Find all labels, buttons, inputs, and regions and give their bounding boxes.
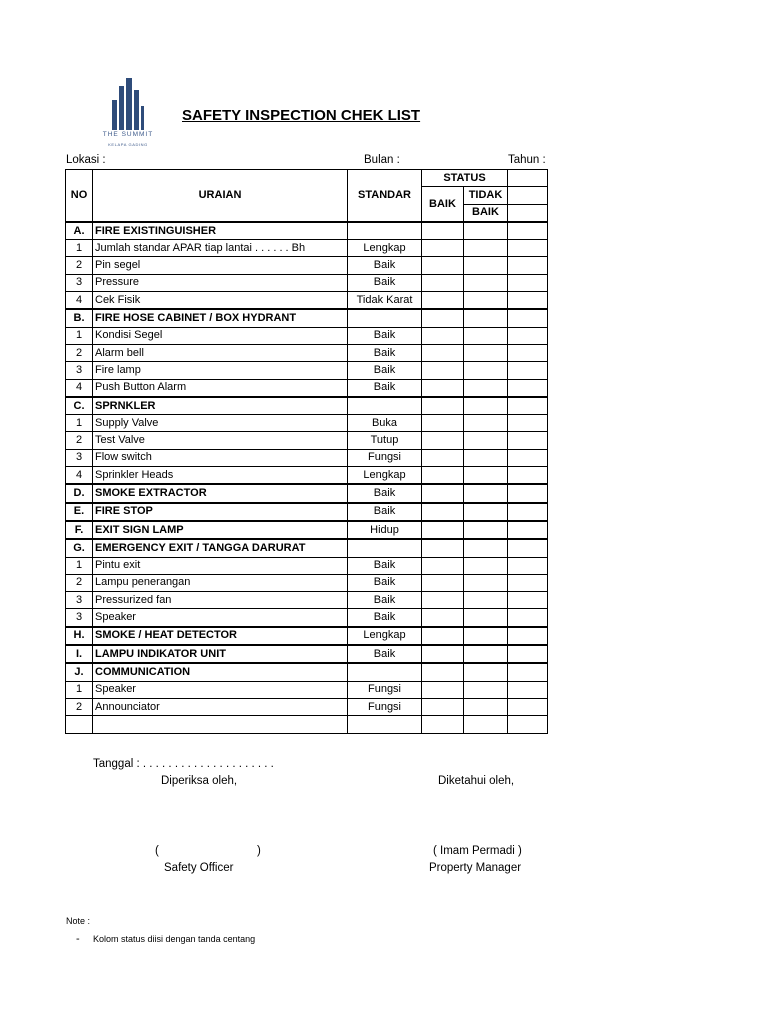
header-standar: STANDAR [348, 170, 422, 222]
row-standar [348, 716, 422, 733]
status-baik-cell[interactable] [422, 681, 464, 698]
row-standar: Baik [348, 592, 422, 609]
table-row [66, 609, 548, 627]
officer-title: Safety Officer [164, 862, 234, 874]
building-logo-icon [112, 78, 144, 130]
row-standar: Lengkap [348, 627, 422, 645]
bulan-label: Bulan : [364, 154, 400, 166]
status-extra-cell[interactable] [508, 240, 548, 257]
status-extra-cell[interactable] [508, 379, 548, 397]
row-number: A. [66, 222, 93, 240]
status-tidak-baik-cell[interactable] [464, 557, 508, 574]
row-uraian: EXIT SIGN LAMP [93, 521, 348, 539]
status-baik-cell[interactable] [422, 521, 464, 539]
table-row [66, 327, 548, 344]
status-baik-cell[interactable] [422, 645, 464, 663]
status-extra-cell[interactable] [508, 257, 548, 274]
row-uraian: FIRE EXISTINGUISHER [93, 222, 348, 240]
row-number: 3 [66, 609, 93, 627]
table-row [66, 716, 548, 733]
section-row [66, 484, 548, 502]
status-tidak-baik-cell[interactable] [464, 309, 508, 327]
status-tidak-baik-cell[interactable] [464, 222, 508, 240]
row-standar: Buka [348, 415, 422, 432]
status-extra-cell[interactable] [508, 539, 548, 557]
section-row [66, 539, 548, 557]
status-baik-cell[interactable] [422, 609, 464, 627]
row-uraian: COMMUNICATION [93, 663, 348, 681]
row-number: 4 [66, 379, 93, 397]
manager-name: ( Imam Permadi ) [433, 845, 522, 857]
row-uraian: Jumlah standar APAR tiap lantai . . . . . . Bh [93, 240, 348, 257]
status-tidak-baik-cell[interactable] [464, 645, 508, 663]
logo-tagline: KELAPA GADING [108, 142, 148, 147]
row-uraian: Fire lamp [93, 362, 348, 379]
status-baik-cell[interactable] [422, 362, 464, 379]
status-baik-cell[interactable] [422, 503, 464, 521]
header-baik: BAIK [422, 187, 464, 222]
row-uraian: SPRNKLER [93, 397, 348, 415]
row-standar [348, 539, 422, 557]
row-standar: Baik [348, 609, 422, 627]
signature-open-paren: ( [155, 845, 159, 857]
diketahui-label: Diketahui oleh, [438, 775, 515, 787]
row-standar: Fungsi [348, 449, 422, 466]
row-number: 3 [66, 362, 93, 379]
status-tidak-baik-cell[interactable] [464, 467, 508, 485]
row-uraian: FIRE HOSE CABINET / BOX HYDRANT [93, 309, 348, 327]
row-uraian: Announciator [93, 698, 348, 715]
table-row [66, 698, 548, 715]
status-tidak-baik-cell[interactable] [464, 663, 508, 681]
row-number: J. [66, 663, 93, 681]
row-standar: Fungsi [348, 698, 422, 715]
tanggal-field: Tanggal : . . . . . . . . . . . . . . . . . . . . . [93, 758, 274, 770]
row-standar: Baik [348, 362, 422, 379]
lokasi-label: Lokasi : [66, 154, 106, 166]
table-row [66, 362, 548, 379]
table-row [66, 681, 548, 698]
row-number: 1 [66, 327, 93, 344]
status-extra-cell[interactable] [508, 309, 548, 327]
table-row [66, 574, 548, 591]
row-standar: Baik [348, 327, 422, 344]
status-baik-cell[interactable] [422, 663, 464, 681]
page-title: SAFETY INSPECTION CHEK LIST [182, 107, 421, 124]
row-number: 3 [66, 274, 93, 291]
status-tidak-baik-cell[interactable] [464, 681, 508, 698]
header-status: STATUS [422, 170, 508, 187]
header-no: NO [66, 170, 93, 222]
row-uraian: Test Valve [93, 432, 348, 449]
status-baik-cell[interactable] [422, 539, 464, 557]
row-standar: Baik [348, 645, 422, 663]
status-baik-cell[interactable] [422, 698, 464, 715]
row-standar: Lengkap [348, 240, 422, 257]
row-standar: Hidup [348, 521, 422, 539]
status-tidak-baik-cell[interactable] [464, 292, 508, 310]
status-baik-cell[interactable] [422, 574, 464, 591]
row-number: B. [66, 309, 93, 327]
row-standar: Tidak Karat [348, 292, 422, 310]
status-extra-cell[interactable] [508, 292, 548, 310]
table-row [66, 344, 548, 361]
row-standar: Baik [348, 344, 422, 361]
section-row [66, 645, 548, 663]
table-row [66, 292, 548, 310]
status-extra-cell[interactable] [508, 397, 548, 415]
section-row [66, 521, 548, 539]
status-extra-cell[interactable] [508, 521, 548, 539]
row-standar: Baik [348, 557, 422, 574]
row-number: 3 [66, 592, 93, 609]
table-row [66, 557, 548, 574]
header-extra-cell [508, 204, 548, 222]
table-row [66, 449, 548, 466]
status-extra-cell[interactable] [508, 484, 548, 502]
table-row [66, 379, 548, 397]
status-tidak-baik-cell[interactable] [464, 449, 508, 466]
status-tidak-baik-cell[interactable] [464, 592, 508, 609]
status-tidak-baik-cell[interactable] [464, 379, 508, 397]
status-tidak-baik-cell[interactable] [464, 415, 508, 432]
status-extra-cell[interactable] [508, 681, 548, 698]
header-tidak-baik: BAIK [464, 204, 508, 222]
row-uraian: Sprinkler Heads [93, 467, 348, 485]
diperiksa-label: Diperiksa oleh, [161, 775, 238, 787]
row-uraian: Kondisi Segel [93, 327, 348, 344]
status-extra-cell[interactable] [508, 432, 548, 449]
row-standar [348, 397, 422, 415]
header-tidak: TIDAK [464, 187, 508, 204]
row-uraian: Alarm bell [93, 344, 348, 361]
status-baik-cell[interactable] [422, 222, 464, 240]
status-extra-cell[interactable] [508, 574, 548, 591]
status-extra-cell[interactable] [508, 344, 548, 361]
row-uraian: Lampu penerangan [93, 574, 348, 591]
status-extra-cell[interactable] [508, 449, 548, 466]
status-baik-cell[interactable] [422, 467, 464, 485]
row-standar [348, 222, 422, 240]
note-text: Kolom status diisi dengan tanda centang [93, 934, 256, 944]
status-extra-cell[interactable] [508, 627, 548, 645]
note-label: Note : [66, 916, 91, 926]
row-standar: Baik [348, 379, 422, 397]
status-tidak-baik-cell[interactable] [464, 574, 508, 591]
status-tidak-baik-cell[interactable] [464, 344, 508, 361]
row-uraian: SMOKE / HEAT DETECTOR [93, 627, 348, 645]
status-baik-cell[interactable] [422, 379, 464, 397]
row-number: F. [66, 521, 93, 539]
row-number: 2 [66, 257, 93, 274]
row-uraian [93, 716, 348, 733]
status-tidak-baik-cell[interactable] [464, 539, 508, 557]
table-row [66, 415, 548, 432]
row-standar: Tutup [348, 432, 422, 449]
header-extra-cell [508, 170, 548, 187]
row-number: 1 [66, 557, 93, 574]
status-baik-cell[interactable] [422, 484, 464, 502]
row-standar: Lengkap [348, 467, 422, 485]
row-standar: Baik [348, 574, 422, 591]
row-number: 3 [66, 449, 93, 466]
status-extra-cell[interactable] [508, 503, 548, 521]
row-standar: Baik [348, 274, 422, 291]
section-row [66, 222, 548, 240]
row-number [66, 716, 93, 733]
table-row [66, 432, 548, 449]
status-extra-cell[interactable] [508, 362, 548, 379]
status-extra-cell[interactable] [508, 557, 548, 574]
status-extra-cell[interactable] [508, 274, 548, 291]
note-bullet: - [76, 933, 80, 945]
table-row [66, 240, 548, 257]
row-number: 2 [66, 574, 93, 591]
tahun-label: Tahun : [508, 154, 546, 166]
status-baik-cell[interactable] [422, 592, 464, 609]
status-baik-cell[interactable] [422, 292, 464, 310]
row-uraian: Pintu exit [93, 557, 348, 574]
status-baik-cell[interactable] [422, 309, 464, 327]
status-baik-cell[interactable] [422, 557, 464, 574]
row-number: 2 [66, 698, 93, 715]
row-number: 2 [66, 344, 93, 361]
row-standar: Baik [348, 257, 422, 274]
status-extra-cell[interactable] [508, 222, 548, 240]
row-uraian: LAMPU INDIKATOR UNIT [93, 645, 348, 663]
row-number: C. [66, 397, 93, 415]
status-tidak-baik-cell[interactable] [464, 627, 508, 645]
section-row [66, 309, 548, 327]
status-baik-cell[interactable] [422, 415, 464, 432]
status-tidak-baik-cell[interactable] [464, 327, 508, 344]
row-number: 2 [66, 432, 93, 449]
row-number: E. [66, 503, 93, 521]
row-uraian: Pressurized fan [93, 592, 348, 609]
section-row [66, 397, 548, 415]
row-uraian: Speaker [93, 681, 348, 698]
status-extra-cell[interactable] [508, 415, 548, 432]
status-tidak-baik-cell[interactable] [464, 274, 508, 291]
row-uraian: Pin segel [93, 257, 348, 274]
logo-name: THE SUMMIT [102, 131, 154, 138]
checklist-rows [66, 222, 548, 733]
section-row [66, 663, 548, 681]
row-standar: Baik [348, 484, 422, 502]
status-tidak-baik-cell[interactable] [464, 609, 508, 627]
row-number: G. [66, 539, 93, 557]
status-extra-cell[interactable] [508, 327, 548, 344]
status-tidak-baik-cell[interactable] [464, 716, 508, 733]
row-uraian: Cek Fisik [93, 292, 348, 310]
status-tidak-baik-cell[interactable] [464, 521, 508, 539]
row-uraian: Pressure [93, 274, 348, 291]
status-extra-cell[interactable] [508, 609, 548, 627]
row-uraian: FIRE STOP [93, 503, 348, 521]
row-number: 4 [66, 292, 93, 310]
status-baik-cell[interactable] [422, 240, 464, 257]
row-uraian: Speaker [93, 609, 348, 627]
status-baik-cell[interactable] [422, 432, 464, 449]
status-baik-cell[interactable] [422, 397, 464, 415]
section-row [66, 503, 548, 521]
status-baik-cell[interactable] [422, 257, 464, 274]
row-standar: Fungsi [348, 681, 422, 698]
row-number: D. [66, 484, 93, 502]
status-baik-cell[interactable] [422, 716, 464, 733]
row-uraian: Supply Valve [93, 415, 348, 432]
status-extra-cell[interactable] [508, 663, 548, 681]
header-uraian: URAIAN [93, 170, 348, 222]
status-extra-cell[interactable] [508, 592, 548, 609]
row-number: 1 [66, 415, 93, 432]
table-row [66, 592, 548, 609]
row-uraian: SMOKE EXTRACTOR [93, 484, 348, 502]
status-tidak-baik-cell[interactable] [464, 257, 508, 274]
status-tidak-baik-cell[interactable] [464, 432, 508, 449]
row-number: 1 [66, 240, 93, 257]
status-baik-cell[interactable] [422, 274, 464, 291]
status-extra-cell[interactable] [508, 467, 548, 485]
manager-title: Property Manager [429, 862, 522, 874]
row-standar: Baik [348, 503, 422, 521]
inspection-table [65, 169, 548, 734]
status-extra-cell[interactable] [508, 645, 548, 663]
status-tidak-baik-cell[interactable] [464, 397, 508, 415]
signature-close-paren: ) [257, 845, 261, 857]
row-number: I. [66, 645, 93, 663]
header-extra-cell [508, 187, 548, 204]
status-extra-cell[interactable] [508, 716, 548, 733]
status-tidak-baik-cell[interactable] [464, 698, 508, 715]
table-row [66, 274, 548, 291]
status-baik-cell[interactable] [422, 449, 464, 466]
status-tidak-baik-cell[interactable] [464, 362, 508, 379]
status-tidak-baik-cell[interactable] [464, 484, 508, 502]
table-row [66, 467, 548, 485]
row-number: 1 [66, 681, 93, 698]
status-extra-cell[interactable] [508, 698, 548, 715]
section-row [66, 627, 548, 645]
row-standar [348, 663, 422, 681]
row-standar [348, 309, 422, 327]
table-row [66, 257, 548, 274]
row-uraian: EMERGENCY EXIT / TANGGA DARURAT [93, 539, 348, 557]
row-uraian: Flow switch [93, 449, 348, 466]
status-baik-cell[interactable] [422, 327, 464, 344]
row-number: 4 [66, 467, 93, 485]
status-tidak-baik-cell[interactable] [464, 240, 508, 257]
row-uraian: Push Button Alarm [93, 379, 348, 397]
status-baik-cell[interactable] [422, 627, 464, 645]
row-number: H. [66, 627, 93, 645]
company-logo [92, 78, 164, 152]
status-tidak-baik-cell[interactable] [464, 503, 508, 521]
status-baik-cell[interactable] [422, 344, 464, 361]
